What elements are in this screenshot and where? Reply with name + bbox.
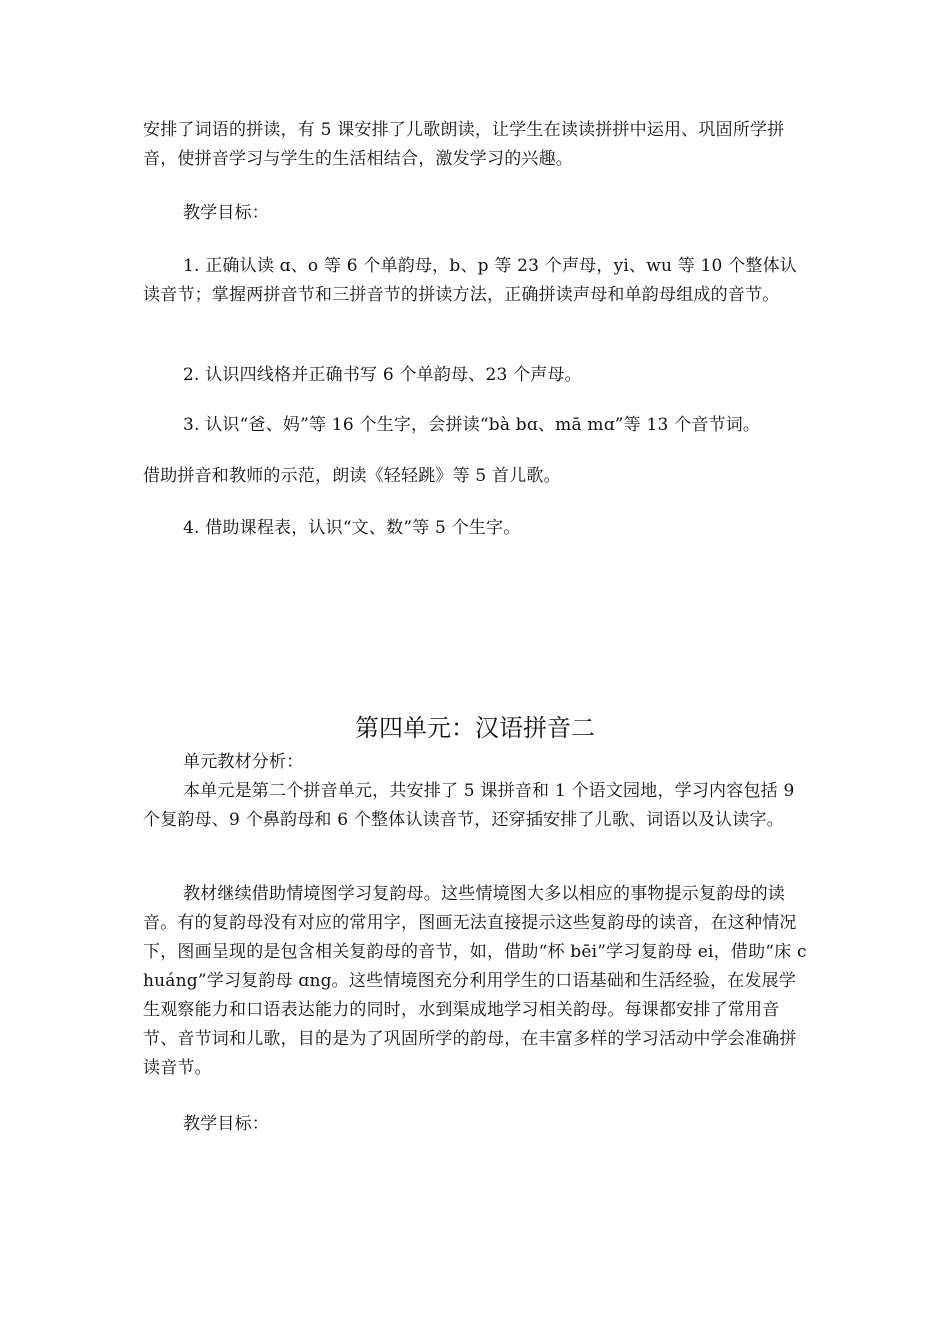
goals-heading: 教学目标：: [183, 203, 269, 223]
analysis-paragraph-2: 教材继续借助情境图学习复韵母。这些情境图大多以相应的事物提示复韵母的读音。有的复韵母没有对应的常用字，图画无法直接提示这些复韵母的读音，在这种情况下，图画呈现的是包含相关复韵母的音节，如，借助“杯 bēi”学习复韵母 ei，借助“床 chuáng”学习复韵母 ɑng。这些情境图充分利用学生的口语基础和生活经验，在发展学生观察能力和口语表达能力的同时，水到渠成地学习相关韵母。每课都安排了常用音节、音节词和儿歌，目的是为了巩固所学的韵母，在丰富多样的学习活动中学会准确拼读音节。: [143, 884, 807, 1078]
goal-item-4: 4. 借助课程表，认识“文、数”等 5 个生字。: [183, 518, 521, 538]
goal-item-1: 1. 正确认读 ɑ、o 等 6 个单韵母，b、p 等 23 个声母，yi、wu 等 10 个整体认读音节；掌握两拼音节和三拼音节的拼读方法，正确拼读声母和单韵母组成的音节。: [143, 256, 797, 305]
analysis-paragraph-1: 本单元是第二个拼音单元，共安排了 5 课拼音和 1 个语文园地，学习内容包括 9 个复韵母、9 个鼻韵母和 6 个整体认读音节，还穿插安排了儿歌、词语以及认读字。: [143, 781, 795, 830]
intro-paragraph-tail: 安排了词语的拼读，有 5 课安排了儿歌朗读，让学生在读读拼拼中运用、巩固所学拼音，使拼音学习与学生的生活相结合，激发学习的兴趣。: [143, 120, 785, 169]
goal-item-2: 2. 认识四线格并正确书写 6 个单韵母、23 个声母。: [183, 365, 582, 385]
analysis-label: 单元教材分析：: [183, 752, 304, 772]
unit-title: 第四单元：汉语拼音二: [355, 714, 595, 742]
goal-item-3-continued: 借助拼音和教师的示范，朗读《轻轻跳》等 5 首儿歌。: [143, 466, 561, 486]
unit-goals-heading: 教学目标：: [183, 1114, 269, 1134]
goal-item-3: 3. 认识“爸、妈”等 16 个生字，会拼读“bà bɑ、mā mɑ”等 13 个音节词。: [183, 415, 761, 435]
